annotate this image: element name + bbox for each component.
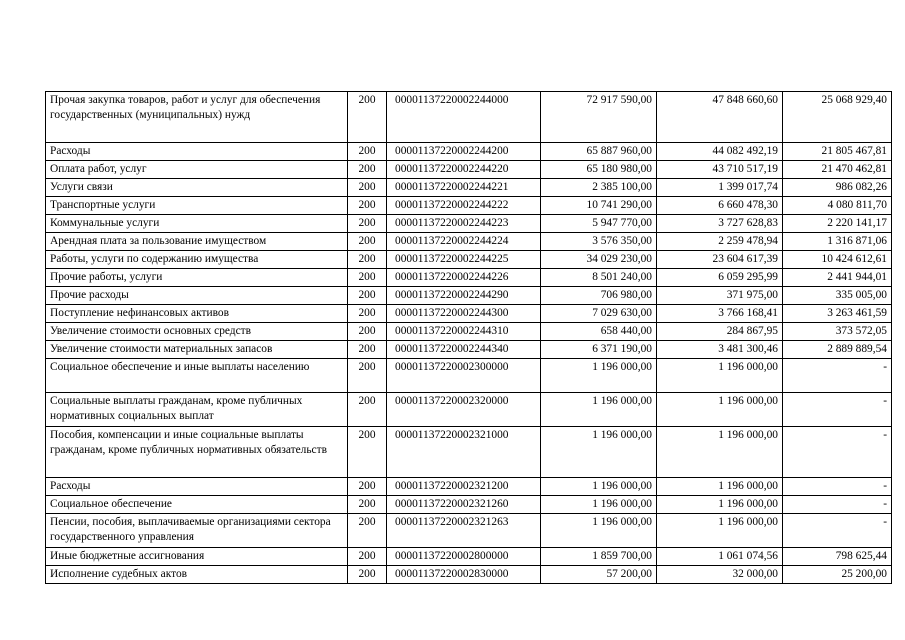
cell-line-code: 200 [348,143,387,161]
cell-approved: 1 196 000,00 [541,478,657,496]
cell-budget-code: 00001137220002321263 [387,514,541,548]
cell-budget-code: 00001137220002244222 [387,197,541,215]
cell-executed: 3 766 168,41 [657,305,783,323]
cell-approved: 1 196 000,00 [541,496,657,514]
cell-executed: 284 867,95 [657,323,783,341]
cell-name: Прочие работы, услуги [46,269,348,287]
cell-name: Увеличение стоимости материальных запасов [46,341,348,359]
cell-unexecuted: 10 424 612,61 [783,251,892,269]
cell-line-code: 200 [348,359,387,393]
cell-budget-code: 00001137220002244225 [387,251,541,269]
cell-name: Коммунальные услуги [46,215,348,233]
cell-name: Оплата работ, услуг [46,161,348,179]
cell-line-code: 200 [348,514,387,548]
cell-approved: 65 180 980,00 [541,161,657,179]
cell-unexecuted: 373 572,05 [783,323,892,341]
cell-unexecuted: 21 470 462,81 [783,161,892,179]
cell-approved: 72 917 590,00 [541,92,657,143]
cell-approved: 1 859 700,00 [541,548,657,566]
cell-name: Арендная плата за пользование имуществом [46,233,348,251]
table-row [46,305,892,323]
table-body [46,92,892,584]
table-row [46,514,892,548]
cell-executed: 23 604 617,39 [657,251,783,269]
cell-approved: 706 980,00 [541,287,657,305]
cell-name: Услуги связи [46,179,348,197]
cell-line-code: 200 [348,92,387,143]
table-row [46,341,892,359]
cell-budget-code: 00001137220002244300 [387,305,541,323]
cell-name: Социальное обеспечение [46,496,348,514]
cell-executed: 43 710 517,19 [657,161,783,179]
cell-approved: 1 196 000,00 [541,427,657,478]
cell-unexecuted: 335 005,00 [783,287,892,305]
cell-unexecuted: - [783,427,892,478]
table-row [46,197,892,215]
cell-line-code: 200 [348,161,387,179]
cell-unexecuted: - [783,393,892,427]
table-row [46,251,892,269]
table-row [46,287,892,305]
table-row [46,269,892,287]
cell-approved: 7 029 630,00 [541,305,657,323]
cell-executed: 1 061 074,56 [657,548,783,566]
cell-line-code: 200 [348,233,387,251]
cell-approved: 65 887 960,00 [541,143,657,161]
cell-unexecuted: 25 068 929,40 [783,92,892,143]
table-row [46,233,892,251]
cell-line-code: 200 [348,179,387,197]
cell-line-code: 200 [348,478,387,496]
cell-approved: 1 196 000,00 [541,393,657,427]
cell-approved: 57 200,00 [541,566,657,584]
cell-unexecuted: 4 080 811,70 [783,197,892,215]
cell-unexecuted: 986 082,26 [783,179,892,197]
cell-line-code: 200 [348,269,387,287]
cell-executed: 1 196 000,00 [657,427,783,478]
cell-name: Прочая закупка товаров, работ и услуг для обеспечения государственных (муниципальных) нужд [46,92,348,143]
cell-budget-code: 00001137220002300000 [387,359,541,393]
cell-name: Социальное обеспечение и иные выплаты населению [46,359,348,393]
cell-budget-code: 00001137220002244200 [387,143,541,161]
cell-budget-code: 00001137220002320000 [387,393,541,427]
table-row [46,478,892,496]
cell-unexecuted: 798 625,44 [783,548,892,566]
cell-unexecuted: - [783,478,892,496]
cell-name: Работы, услуги по содержанию имущества [46,251,348,269]
cell-executed: 44 082 492,19 [657,143,783,161]
table-row [46,92,892,143]
cell-name: Социальные выплаты гражданам, кроме публичных нормативных социальных выплат [46,393,348,427]
cell-line-code: 200 [348,323,387,341]
table-row [46,179,892,197]
cell-line-code: 200 [348,215,387,233]
cell-name: Пособия, компенсации и иные социальные выплаты гражданам, кроме публичных нормативных обязательств [46,427,348,478]
cell-executed: 1 196 000,00 [657,514,783,548]
cell-budget-code: 00001137220002244221 [387,179,541,197]
table-row [46,496,892,514]
cell-unexecuted: 1 316 871,06 [783,233,892,251]
table-row [46,359,892,393]
cell-executed: 6 660 478,30 [657,197,783,215]
budget-execution-table [45,91,892,584]
cell-line-code: 200 [348,251,387,269]
cell-unexecuted: 2 441 944,01 [783,269,892,287]
cell-budget-code: 00001137220002244290 [387,287,541,305]
cell-budget-code: 00001137220002244310 [387,323,541,341]
cell-executed: 1 196 000,00 [657,359,783,393]
cell-approved: 34 029 230,00 [541,251,657,269]
table-row [46,427,892,478]
cell-approved: 1 196 000,00 [541,514,657,548]
cell-budget-code: 00001137220002244226 [387,269,541,287]
cell-budget-code: 00001137220002800000 [387,548,541,566]
cell-name: Иные бюджетные ассигнования [46,548,348,566]
cell-line-code: 200 [348,287,387,305]
cell-executed: 2 259 478,94 [657,233,783,251]
cell-budget-code: 00001137220002244220 [387,161,541,179]
cell-executed: 3 481 300,46 [657,341,783,359]
cell-budget-code: 00001137220002244223 [387,215,541,233]
cell-name: Транспортные услуги [46,197,348,215]
cell-executed: 1 196 000,00 [657,496,783,514]
table-row [46,215,892,233]
table-row [46,143,892,161]
table-row [46,566,892,584]
table-row [46,548,892,566]
cell-line-code: 200 [348,393,387,427]
cell-executed: 1 196 000,00 [657,478,783,496]
cell-line-code: 200 [348,496,387,514]
cell-approved: 658 440,00 [541,323,657,341]
cell-line-code: 200 [348,197,387,215]
cell-unexecuted: - [783,359,892,393]
cell-executed: 1 399 017,74 [657,179,783,197]
cell-name: Расходы [46,478,348,496]
cell-name: Исполнение судебных актов [46,566,348,584]
cell-name: Увеличение стоимости основных средств [46,323,348,341]
cell-approved: 8 501 240,00 [541,269,657,287]
cell-line-code: 200 [348,427,387,478]
table-row [46,161,892,179]
cell-unexecuted: - [783,496,892,514]
cell-executed: 3 727 628,83 [657,215,783,233]
cell-unexecuted: 2 889 889,54 [783,341,892,359]
cell-executed: 1 196 000,00 [657,393,783,427]
cell-line-code: 200 [348,305,387,323]
table-row [46,393,892,427]
cell-unexecuted: 21 805 467,81 [783,143,892,161]
cell-approved: 3 576 350,00 [541,233,657,251]
cell-budget-code: 00001137220002321200 [387,478,541,496]
cell-approved: 1 196 000,00 [541,359,657,393]
cell-line-code: 200 [348,566,387,584]
cell-name: Пенсии, пособия, выплачиваемые организациями сектора государственного управления [46,514,348,548]
cell-executed: 47 848 660,60 [657,92,783,143]
cell-budget-code: 00001137220002321000 [387,427,541,478]
cell-budget-code: 00001137220002244224 [387,233,541,251]
cell-unexecuted: 3 263 461,59 [783,305,892,323]
cell-unexecuted: 2 220 141,17 [783,215,892,233]
cell-approved: 6 371 190,00 [541,341,657,359]
cell-line-code: 200 [348,548,387,566]
cell-name: Поступление нефинансовых активов [46,305,348,323]
cell-approved: 10 741 290,00 [541,197,657,215]
cell-unexecuted: 25 200,00 [783,566,892,584]
cell-executed: 6 059 295,99 [657,269,783,287]
cell-budget-code: 00001137220002244000 [387,92,541,143]
cell-budget-code: 00001137220002830000 [387,566,541,584]
cell-approved: 5 947 770,00 [541,215,657,233]
cell-name: Расходы [46,143,348,161]
table-row [46,323,892,341]
cell-budget-code: 00001137220002321260 [387,496,541,514]
cell-budget-code: 00001137220002244340 [387,341,541,359]
cell-name: Прочие расходы [46,287,348,305]
cell-line-code: 200 [348,341,387,359]
cell-executed: 32 000,00 [657,566,783,584]
cell-unexecuted: - [783,514,892,548]
cell-executed: 371 975,00 [657,287,783,305]
cell-approved: 2 385 100,00 [541,179,657,197]
